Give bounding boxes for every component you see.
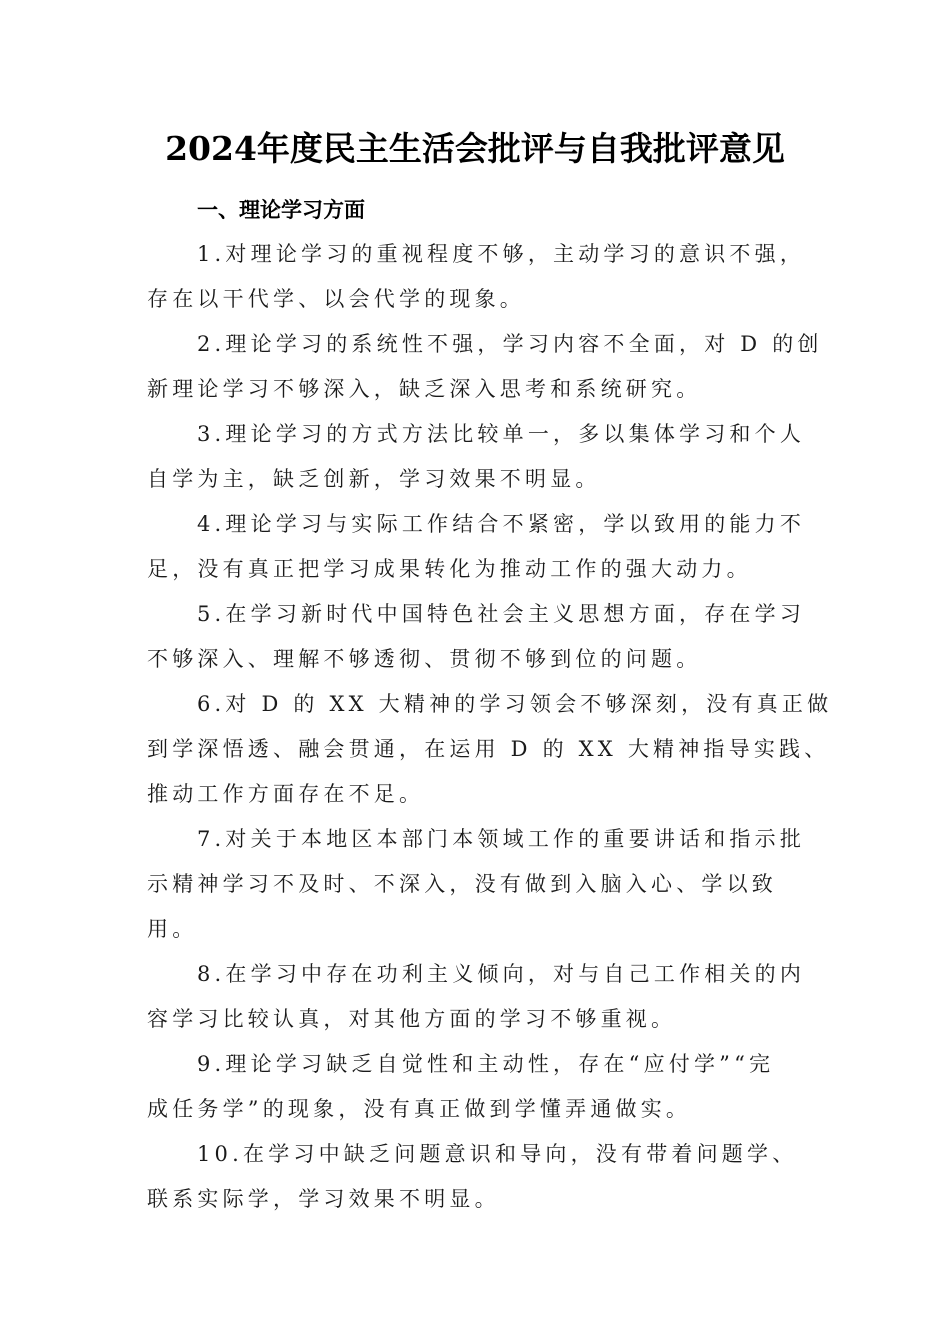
paragraph-line: 7.对关于本地区本部门本领域工作的重要讲话和指示批 bbox=[197, 827, 806, 851]
list-item bbox=[147, 817, 847, 952]
paragraph-line: 联系实际学，学习效果不明显。 bbox=[147, 1187, 500, 1211]
list-item bbox=[147, 412, 847, 502]
paragraph-line: 新理论学习不够深入，缺乏深入思考和系统研究。 bbox=[147, 377, 702, 401]
list-item bbox=[147, 1042, 847, 1132]
document-title: 2024年度民主生活会批评与自我批评意见 bbox=[165, 129, 785, 168]
document-body bbox=[147, 232, 847, 1222]
paragraph-line: 9.理论学习缺乏自觉性和主动性，存在“应付学”“完 bbox=[197, 1052, 775, 1076]
paragraph-line: 10.在学习中缺乏问题意识和导向，没有带着问题学、 bbox=[197, 1142, 798, 1166]
paragraph-line: 3.理论学习的方式方法比较单一，多以集体学习和个人 bbox=[197, 422, 806, 446]
list-item bbox=[147, 502, 847, 592]
paragraph-line: 存在以干代学、以会代学的现象。 bbox=[147, 287, 525, 311]
paragraph-line: 自学为主，缺乏创新，学习效果不明显。 bbox=[147, 467, 601, 491]
list-item bbox=[147, 1132, 847, 1222]
paragraph-line: 4.理论学习与实际工作结合不紧密，学以致用的能力不 bbox=[197, 512, 806, 536]
paragraph-line: 不够深入、理解不够透彻、贯彻不够到位的问题。 bbox=[147, 647, 702, 671]
paragraph-line: 足，没有真正把学习成果转化为推动工作的强大动力。 bbox=[147, 557, 752, 581]
paragraph-line: 成任务学”的现象，没有真正做到学懂弄通做实。 bbox=[147, 1097, 692, 1121]
list-item bbox=[147, 682, 847, 817]
paragraph-line: 5.在学习新时代中国特色社会主义思想方面，存在学习 bbox=[197, 602, 806, 626]
section-heading: 一、理论学习方面 bbox=[197, 198, 365, 222]
paragraph-line: 2.理论学习的系统性不强，学习内容不全面，对 D 的创 bbox=[197, 332, 823, 356]
paragraph-line: 到学深悟透、融会贯通，在运用 D 的 XX 大精神指导实践、 bbox=[147, 737, 830, 761]
list-item bbox=[147, 322, 847, 412]
paragraph-line: 推动工作方面存在不足。 bbox=[147, 782, 425, 806]
paragraph-line: 1.对理论学习的重视程度不够，主动学习的意识不强， bbox=[197, 242, 806, 266]
paragraph-line: 6.对 D 的 XX 大精神的学习领会不够深刻，没有真正做 bbox=[197, 692, 833, 716]
list-item bbox=[147, 592, 847, 682]
paragraph-line: 示精神学习不及时、不深入，没有做到入脑入心、学以致 bbox=[147, 872, 777, 896]
paragraph-line: 用。 bbox=[147, 917, 198, 941]
list-item bbox=[147, 232, 847, 322]
list-item bbox=[147, 952, 847, 1042]
paragraph-line: 8.在学习中存在功利主义倾向，对与自己工作相关的内 bbox=[197, 962, 806, 986]
paragraph-line: 容学习比较认真，对其他方面的学习不够重视。 bbox=[147, 1007, 677, 1031]
